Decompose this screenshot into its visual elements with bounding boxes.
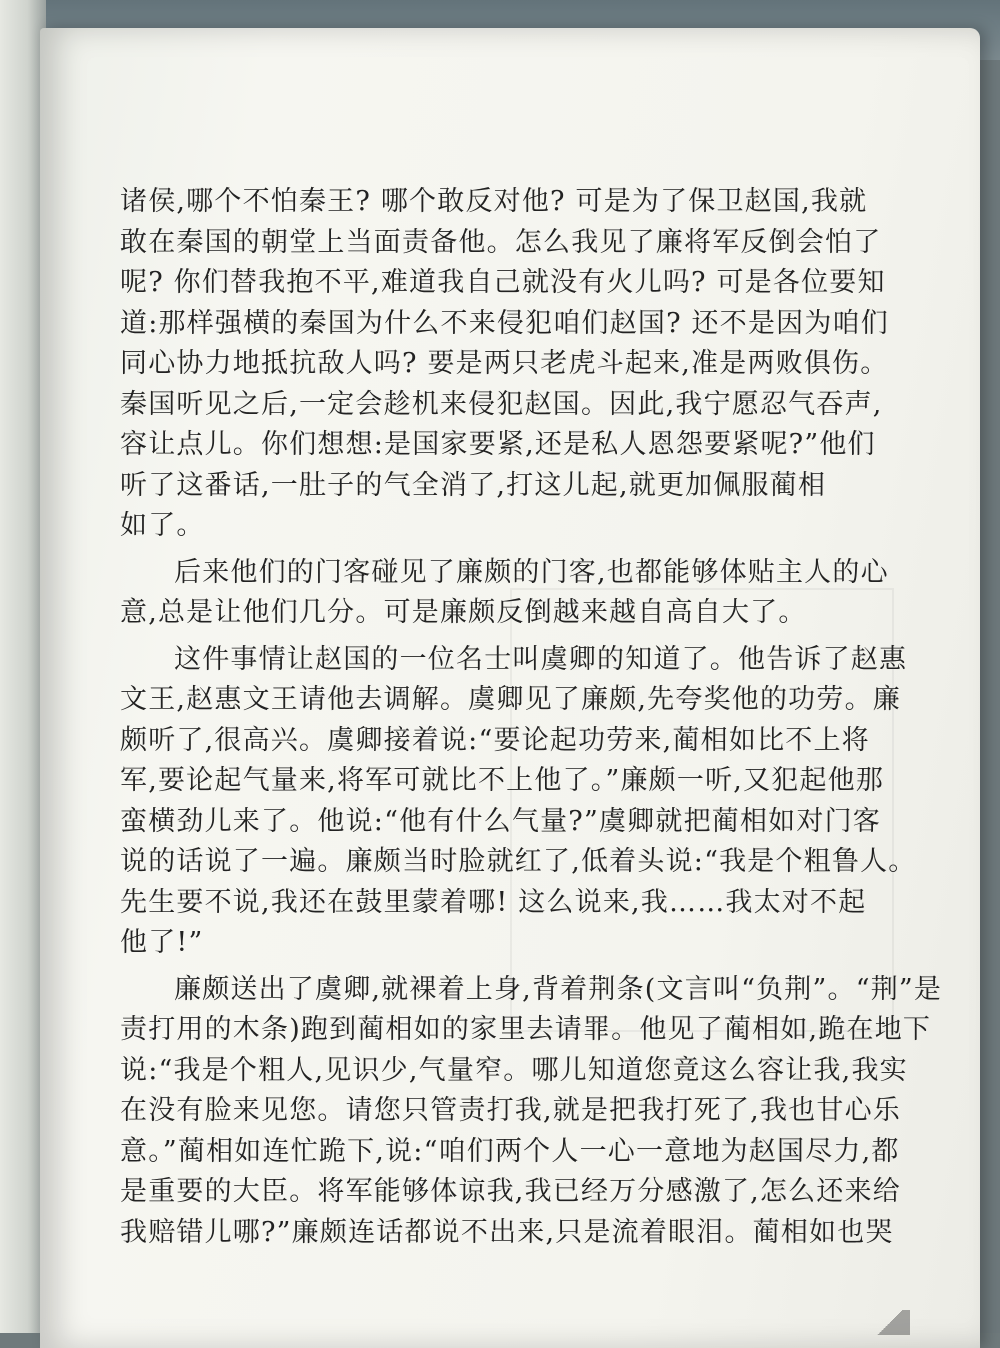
text-line: 我赔错儿哪?”廉颇连话都说不出来,只是流着眼泪。蔺相如也哭 (120, 1216, 894, 1248)
paragraph-start-line: 后来他们的门客碰见了廉颇的门客,也都能够体贴主人的心 (174, 556, 889, 588)
text-line: 诸侯,哪个不怕秦王? 哪个敢反对他? 可是为了保卫赵国,我就 (120, 186, 868, 217)
text-line: 军,要论起气量来,将军可就比不上他了。”廉颇一听,又犯起他那 (120, 765, 885, 796)
text-line: 说的话说了一遍。廉颇当时脸就红了,低着头说:“我是个粗鲁人。 (120, 846, 917, 877)
text-line: 责打用的木条)跑到蔺相如的家里去请罪。他见了蔺相如,跪在地下 (120, 1014, 932, 1045)
text-line: 容让点儿。你们想想:是国家要紧,还是私人恩怨要紧呢?”他们 (120, 429, 876, 460)
text-line: 如了。 (120, 510, 205, 541)
text-line: 在没有脸来见您。请您只管责打我,就是把我打死了,我也甘心乐 (120, 1095, 901, 1126)
page-corner-fold (870, 1310, 910, 1335)
paragraph-start-line: 廉颇送出了虞卿,就裸着上身,背着荆条(文言叫“负荆”。“荆”是 (174, 973, 943, 1005)
text-line: 呢? 你们替我抱不平,难道我自己就没有火儿吗? 可是各位要知 (120, 267, 886, 298)
text-line: 意。”蔺相如连忙跪下,说:“咱们两个人一心一意地为赵国尽力,都 (120, 1135, 900, 1167)
text-line: 同心协力地抵抗敌人吗? 要是两只老虎斗起来,准是两败俱伤。 (120, 348, 889, 379)
text-line: 意,总是让他们几分。可是廉颇反倒越来越自高自大了。 (120, 597, 807, 628)
text-line: 听了这番话,一肚子的气全消了,打这儿起,就更加佩服蔺相 (120, 469, 827, 501)
paragraph-start-line: 这件事情让赵国的一位名士叫虞卿的知道了。他告诉了赵惠 (174, 643, 908, 675)
text-line: 说:“我是个粗人,见识少,气量窄。哪儿知道您竟这么容让我,我实 (120, 1054, 908, 1086)
text-line: 先生要不说,我还在鼓里蒙着哪! 这么说来,我……我太对不起 (120, 886, 867, 918)
text-line: 道:那样强横的秦国为什么不来侵犯咱们赵国? 还不是因为咱们 (120, 307, 889, 339)
text-line: 文王,赵惠文王请他去调解。虞卿见了廉颇,先夸奖他的功劳。廉 (120, 684, 901, 715)
text-line: 他了!” (120, 927, 204, 958)
text-line: 蛮横劲儿来了。他说:“他有什么气量?”虞卿就把蔺相如对门客 (120, 805, 881, 837)
text-line: 敢在秦国的朝堂上当面责备他。怎么我见了廉将军反倒会怕了 (120, 226, 882, 258)
text-line: 是重要的大臣。将军能够体谅我,我已经万分感激了,怎么还来给 (120, 1176, 901, 1207)
body-text (120, 182, 943, 1253)
text-line: 秦国听见之后,一定会趁机来侵犯赵国。因此,我宁愿忍气吞声, (120, 388, 883, 420)
text-line: 颇听了,很高兴。虞卿接着说:“要论起功劳来,蔺相如比不上将 (120, 724, 870, 756)
